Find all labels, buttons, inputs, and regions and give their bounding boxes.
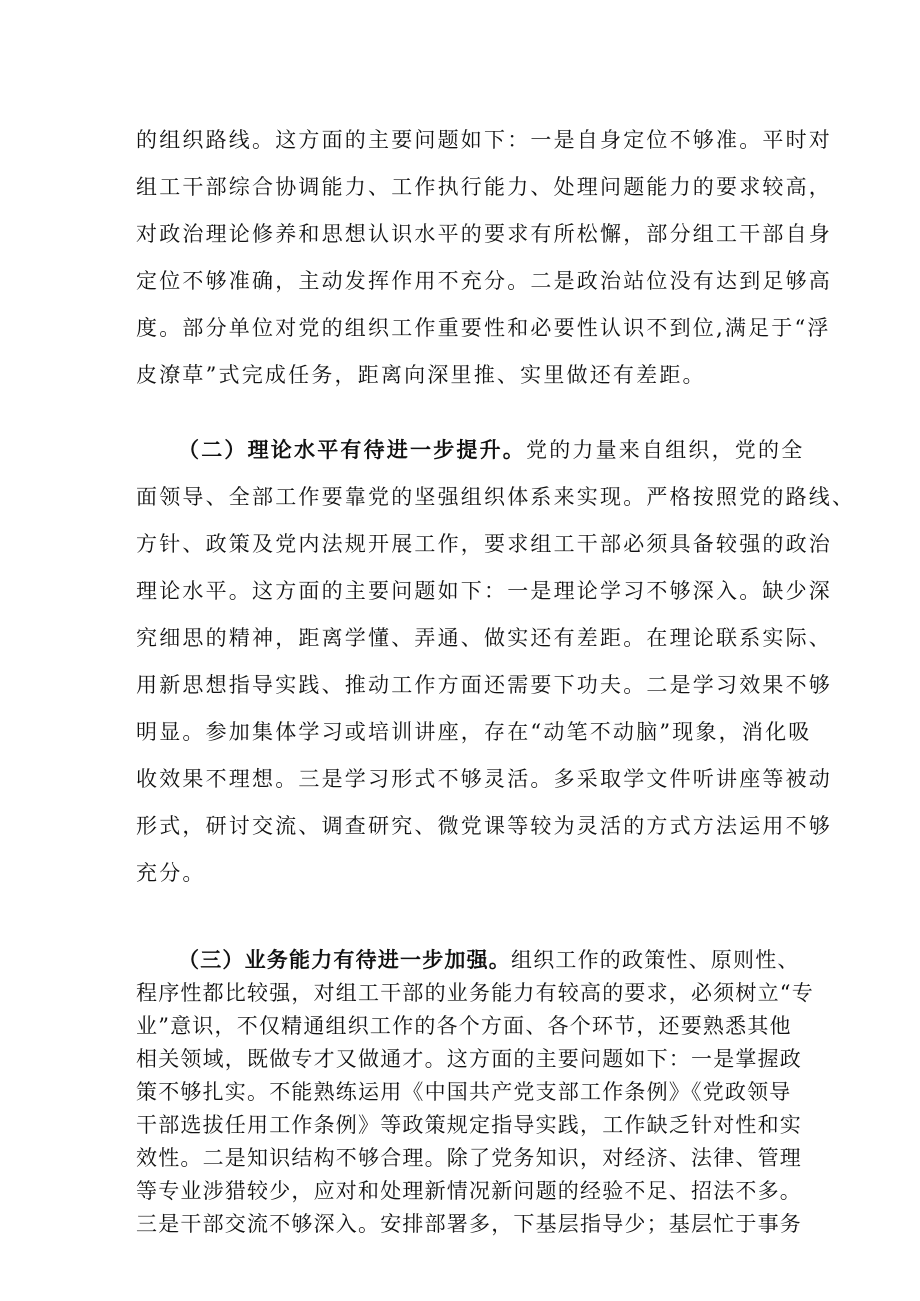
paragraph-line: 度。部分单位对党的组织工作重要性和必要性认识不到位,满足于“浮 xyxy=(136,316,831,340)
paragraph-line: 相关领域，既做专才又做通才。这方面的主要问题如下：一是掌握政 xyxy=(136,1047,802,1071)
paragraph-text: 党的力量来自组织，党的全 xyxy=(526,438,805,462)
paragraph-line: 等专业涉猎较少，应对和处理新情况新问题的经验不足、招法不多。 xyxy=(136,1179,802,1203)
paragraph-line: 面领导、全部工作要靠党的坚强组织体系来实现。严格按照党的路线、 xyxy=(136,485,856,509)
paragraph-first-line xyxy=(178,434,804,464)
paragraph-line: 组工干部综合协调能力、工作执行能力、处理问题能力的要求较高， xyxy=(136,175,832,199)
paragraph-line: 程序性都比较强，对组工干部的业务能力有较高的要求，必须树立“专 xyxy=(136,981,814,1005)
paragraph-line: 效性。二是知识结构不够合理。除了党务知识，对经济、法律、管理 xyxy=(136,1146,802,1170)
paragraph-text: 组织工作的政策性、原则性、 xyxy=(511,948,800,972)
paragraph-line: 干部选拔任用工作条例》等政策规定指导实践，工作缺乏针对性和实 xyxy=(136,1113,802,1137)
paragraph-line: 形式，研讨交流、调查研究、微党课等较为灵活的方式方法运用不够 xyxy=(136,814,832,838)
paragraph-line: 定位不够准确，主动发挥作用不充分。二是政治站位没有达到足够高 xyxy=(136,269,832,293)
paragraph-line: 理论水平。这方面的主要问题如下：一是理论学习不够深入。缺少深 xyxy=(136,579,832,603)
paragraph-first-line xyxy=(178,944,800,974)
paragraph-line: 对政治理论修养和思想认识水平的要求有所松懈，部分组工干部自身 xyxy=(136,222,832,246)
section-heading: （二）理论水平有待进一步提升。 xyxy=(178,437,526,462)
paragraph-line: 业”意识，不仅精通组织工作的各个方面、各个环节，还要熟悉其他 xyxy=(136,1014,792,1038)
paragraph-line: 用新思想指导实践、推动工作方面还需要下功夫。二是学习效果不够 xyxy=(136,673,832,697)
paragraph-line: 皮潦草”式完成任务，距离向深里推、实里做还有差距。 xyxy=(136,363,706,387)
paragraph-line: 明显。参加集体学习或培训讲座，存在“动笔不动脑”现象，消化吸 xyxy=(136,720,812,744)
paragraph-line: 方针、政策及党内法规开展工作，要求组工干部必须具备较强的政治 xyxy=(136,532,832,556)
paragraph-line: 究细思的精神，距离学懂、弄通、做实还有差距。在理论联系实际、 xyxy=(136,626,832,650)
section-heading: （三）业务能力有待进一步加强。 xyxy=(178,947,511,972)
paragraph-line: 策不够扎实。不能熟练运用《中国共产党支部工作条例》《党政领导 xyxy=(136,1080,792,1104)
paragraph-line: 的组织路线。这方面的主要问题如下：一是自身定位不够准。平时对 xyxy=(136,128,832,152)
paragraph-line: 收效果不理想。三是学习形式不够灵活。多采取学文件听讲座等被动 xyxy=(136,767,832,791)
paragraph-line: 充分。 xyxy=(136,861,206,885)
paragraph-line: 三是干部交流不够深入。安排部署多，下基层指导少；基层忙于事务 xyxy=(136,1212,802,1236)
